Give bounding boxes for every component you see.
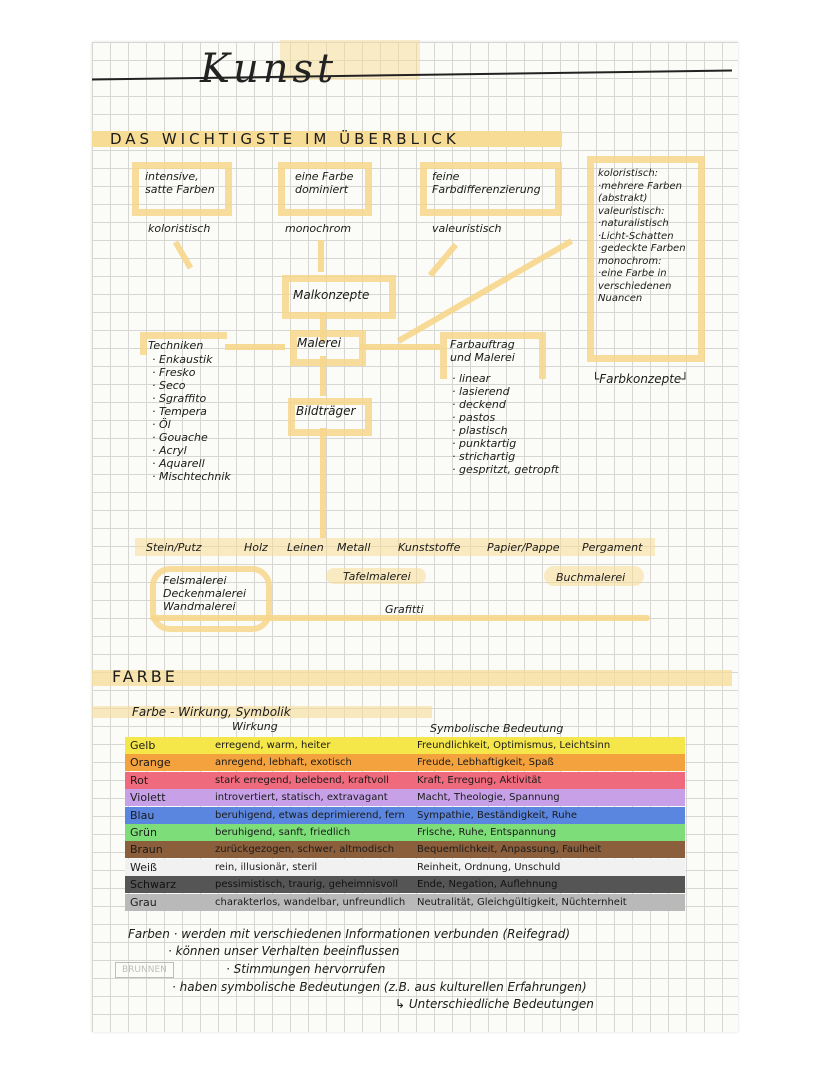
overview-heading: DAS WICHTIGSTE IM ÜBERBLICK — [110, 130, 460, 148]
note: Farben · werden mit verschiedenen Informationen verbunden (Reifegrad) — [128, 927, 571, 941]
term-valeuristisch: valeuristisch — [432, 222, 502, 235]
color-name: Braun — [130, 843, 163, 857]
color-row — [125, 841, 685, 858]
farbauftrag-title: Farbauftrag und Malerei — [450, 338, 515, 364]
farbauftrag-item: punktartig — [459, 437, 517, 450]
fk-line: ·gedeckte Farben — [598, 243, 686, 254]
farbe-heading: FARBE — [112, 667, 178, 686]
color-row — [125, 807, 685, 824]
farbauftrag-item: lasierend — [459, 385, 510, 398]
material: Papier/Pappe — [487, 541, 560, 554]
farbe-heading-highlight — [92, 670, 732, 686]
wandmalereien: Felsmalerei Deckenmalerei Wandmalerei — [163, 574, 247, 613]
color-row — [125, 772, 685, 789]
color-wirkung: anregend, lebhaft, exotisch — [215, 757, 352, 769]
material: Metall — [337, 541, 371, 554]
color-name: Blau — [130, 808, 155, 822]
color-row — [125, 789, 685, 806]
fk-line: ·naturalistisch — [598, 218, 669, 229]
material: Pergament — [582, 541, 643, 554]
brand-logo: BRUNNEN — [115, 962, 174, 978]
farbauftrag-item: gespritzt, getropft — [459, 463, 559, 476]
technik: Öl — [159, 418, 171, 431]
color-name: Rot — [130, 773, 149, 787]
color-symbol: Frische, Ruhe, Entspannung — [417, 827, 557, 838]
col-symbol: Symbolische Bedeutung — [430, 722, 564, 735]
material: Leinen — [287, 541, 324, 554]
color-symbol: Reinheit, Ordnung, Unschuld — [417, 861, 561, 873]
technik: Acryl — [159, 444, 187, 457]
materials-highlight — [135, 538, 655, 556]
fk-line: (abstrakt) — [598, 193, 648, 204]
technik: Fresko — [159, 366, 196, 379]
color-symbol: Neutralität, Gleichgültigkeit, Nüchternheit — [417, 896, 627, 908]
tafelmalerei: Tafelmalerei — [343, 570, 411, 583]
color-name: Schwarz — [130, 878, 177, 892]
color-wirkung: charakterlos, wandelbar, unfreundlich — [215, 896, 406, 908]
color-symbol: Freude, Lebhaftigkeit, Spaß — [417, 757, 554, 769]
color-symbol: Kraft, Erregung, Aktivität — [417, 774, 542, 786]
malerei: Malerei — [297, 336, 342, 350]
material: Kunststoffe — [398, 541, 461, 554]
color-row — [125, 737, 685, 754]
color-name: Grau — [130, 895, 157, 909]
term-monochrom: monochrom — [285, 222, 352, 235]
material: Stein/Putz — [146, 541, 202, 554]
connector — [360, 344, 440, 350]
technik: Seco — [159, 379, 186, 392]
note: · haben symbolische Bedeutungen (z.B. aus kulturellen Erfahrungen) — [172, 980, 587, 994]
label-eine-farbe: eine Farbe dominiert — [295, 170, 354, 196]
color-wirkung: beruhigend, sanft, friedlich — [215, 827, 351, 838]
connector — [225, 344, 285, 350]
malkonzepte: Malkonzepte — [293, 288, 370, 302]
fk-line: monochrom: — [598, 255, 662, 267]
connector — [318, 240, 324, 272]
page-title: Kunst — [200, 46, 338, 92]
fk-line: koloristisch: — [598, 168, 659, 179]
color-wirkung: pessimistisch, traurig, geheimnisvoll — [215, 879, 399, 891]
technik: Tempera — [159, 405, 207, 418]
label-feine: feine Farbdifferenzierung — [432, 170, 541, 196]
color-wirkung: zurückgezogen, schwer, altmodisch — [215, 844, 395, 856]
fk-line: verschiedenen — [598, 280, 672, 292]
color-row — [125, 859, 685, 876]
note: · können unser Verhalten beeinflussen — [168, 944, 400, 958]
farbauftrag-item: pastos — [459, 411, 496, 424]
color-symbol: Bequemlichkeit, Anpassung, Faulheit — [417, 844, 602, 856]
color-row — [125, 824, 685, 841]
material: Holz — [244, 541, 268, 554]
color-wirkung: rein, illusionär, steril — [215, 861, 318, 873]
color-name: Violett — [130, 791, 166, 805]
note: ↳ Unterschiedliche Bedeutungen — [395, 997, 594, 1011]
color-row — [125, 894, 685, 911]
color-name: Orange — [130, 756, 171, 770]
color-name: Gelb — [130, 739, 156, 752]
color-wirkung: beruhigend, etwas deprimierend, fern — [215, 809, 405, 821]
farbkonzepte-list — [598, 168, 686, 306]
col-wirkung: Wirkung — [232, 720, 278, 733]
term-koloristisch: koloristisch — [148, 222, 211, 235]
color-symbol: Macht, Theologie, Spannung — [417, 792, 560, 804]
farbkonzepte-caption: └Farbkonzepte┘ — [592, 372, 689, 386]
fk-line: valeuristisch: — [598, 205, 665, 217]
color-name: Weiß — [130, 860, 157, 874]
color-symbol: Ende, Negation, Auflehnung — [417, 879, 558, 891]
fk-line: ·eine Farbe in — [598, 268, 667, 279]
fk-line: ·mehrere Farben — [598, 180, 682, 192]
farbauftrag-list: · linear · lasierend · deckend · pastos · plastisch · punktartig · strichartig · gespritzt, getropft — [452, 372, 559, 476]
technik: Mischtechnik — [159, 470, 231, 483]
color-wirkung: erregend, warm, heiter — [215, 740, 331, 751]
farbauftrag-item: deckend — [459, 398, 506, 411]
bildtraeger: Bildträger — [296, 404, 356, 418]
technik: Gouache — [159, 431, 208, 444]
color-wirkung: introvertiert, statisch, extravagant — [215, 792, 388, 804]
farbauftrag-item: linear — [459, 372, 491, 385]
farbe-subtitle: Farbe - Wirkung, Symbolik — [132, 705, 291, 719]
techniken-title: Techniken — [148, 339, 204, 352]
fk-line: ·Licht-Schatten — [598, 230, 674, 242]
technik: Enkaustik — [159, 353, 213, 366]
color-symbol: Freundlichkeit, Optimismus, Leichtsinn — [417, 740, 611, 751]
color-symbol: Sympathie, Beständigkeit, Ruhe — [417, 809, 578, 821]
farbauftrag-item: plastisch — [459, 424, 508, 437]
color-row — [125, 754, 685, 771]
farbauftrag-item: strichartig — [459, 450, 516, 463]
grafitti: Grafitti — [385, 603, 424, 616]
fk-line: Nuancen — [598, 293, 643, 304]
note: · Stimmungen hervorrufen — [226, 962, 386, 976]
color-name: Grün — [130, 826, 157, 839]
technik: Aquarell — [159, 457, 205, 470]
buchmalerei: Buchmalerei — [556, 571, 626, 584]
color-row — [125, 876, 685, 893]
technik: Sgraffito — [159, 392, 207, 405]
connector — [320, 428, 326, 538]
techniken-list: · Enkaustik · Fresko · Seco · Sgraffito · Tempera · Öl · Gouache · Acryl · Aquarell · Mischtechnik — [152, 353, 231, 483]
color-wirkung: stark erregend, belebend, kraftvoll — [215, 774, 389, 786]
label-intensive: intensive, satte Farben — [145, 170, 215, 196]
